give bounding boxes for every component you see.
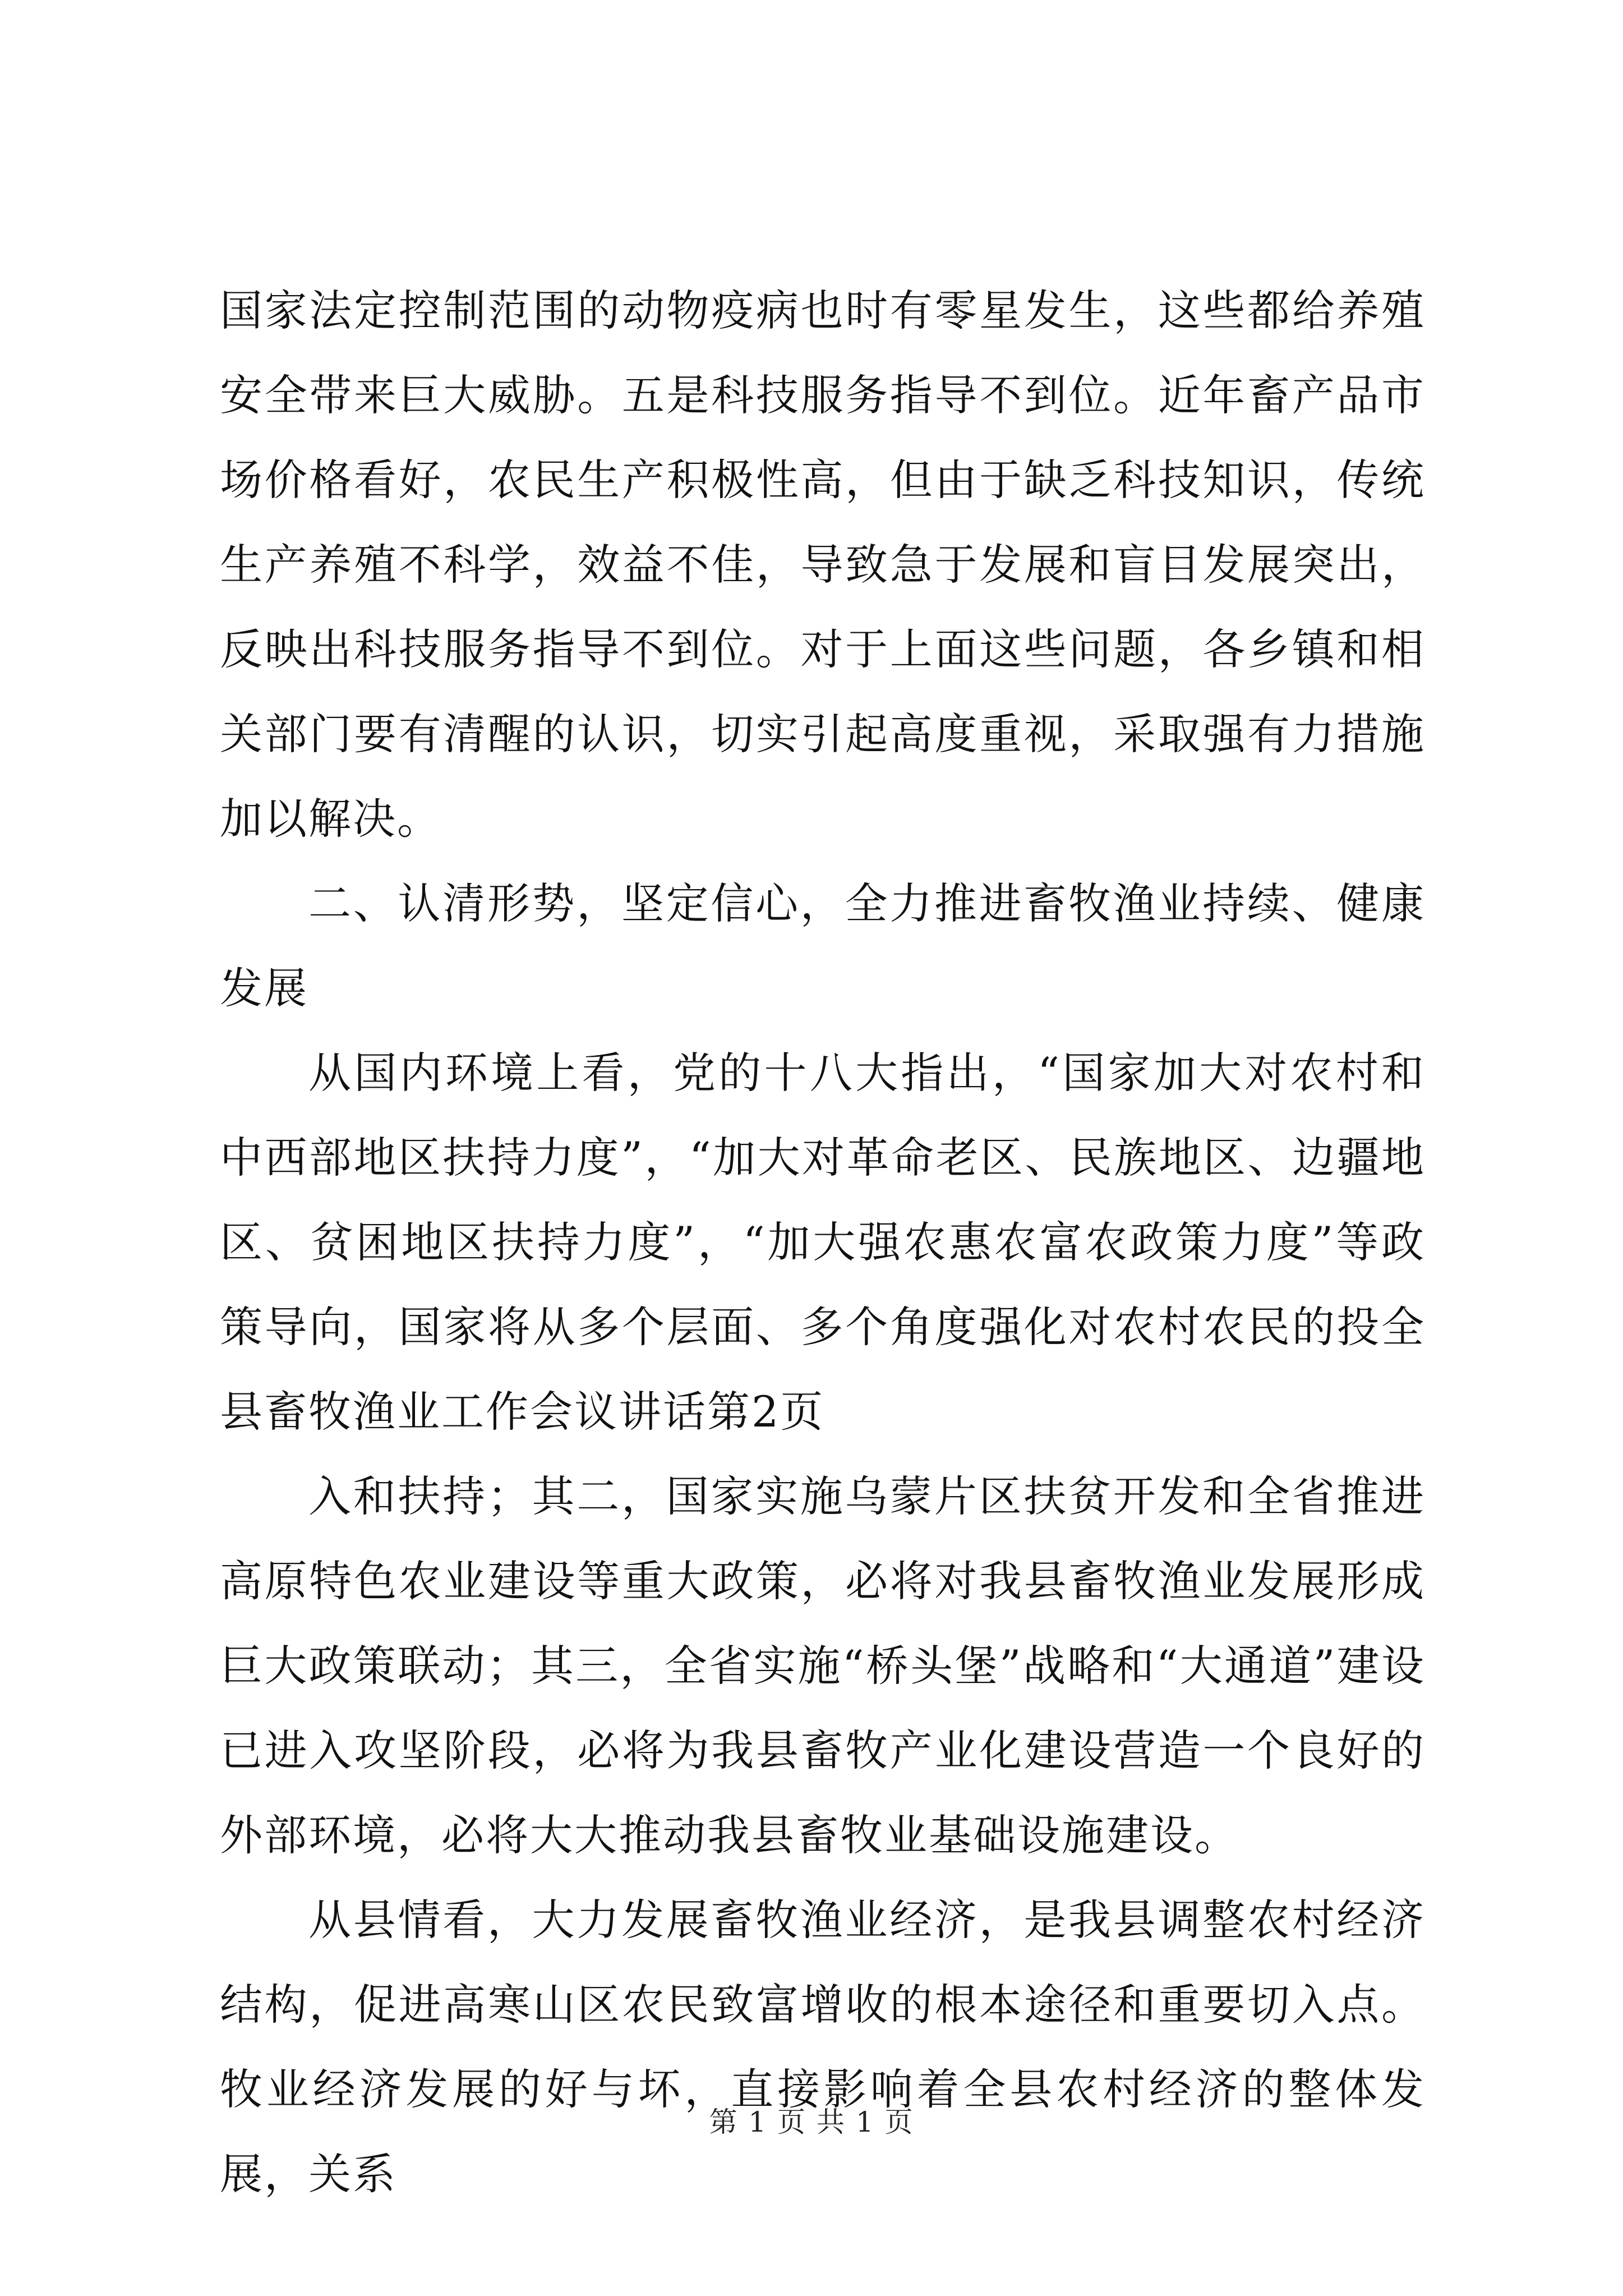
document-body <box>220 268 1426 2216</box>
section-heading: 二、认清形势，坚定信心，全力推进畜牧渔业持续、健康发展 <box>220 878 1426 1013</box>
paragraph-3: 从国内环境上看，党的十八大指出，“国家加大对农村和中西部地区扶持力度”，“加大对革命老区、民族地区、边疆地区、贫困地区扶持力度”，“加大强农惠农富农政策力度”等政策导向，国家将从多个层面、多个角度强化对农村农民的投全县畜牧渔业工作会议讲话第2页 <box>220 1048 1426 1437</box>
paragraph-4: 入和扶持；其二，国家实施乌蒙片区扶贫开发和全省推进高原特色农业建设等重大政策，必将对我县畜牧渔业发展形成巨大政策联动；其三，全省实施“桥头堡”战略和“大通道”建设已进入攻坚阶段，必将为我县畜牧产业化建设营造一个良好的外部环境，必将大大推动我县畜牧业基础设施建设。 <box>220 1471 1426 1860</box>
page-footer: 第 1 页 共 1 页 <box>709 2106 914 2138</box>
paragraph-1: 国家法定控制范围的动物疫病也时有零星发生，这些都给养殖安全带来巨大威胁。五是科技服务指导不到位。近年畜产品市场价格看好，农民生产积极性高，但由于缺乏科技知识，传统生产养殖不科学，效益不佳，导致急于发展和盲目发展突出，反映出科技服务指导不到位。对于上面这些问题，各乡镇和相关部门要有清醒的认识，切实引起高度重视，采取强有力措施加以解决。 <box>220 286 1426 844</box>
paragraph-5: 从县情看，大力发展畜牧渔业经济，是我县调整农村经济结构，促进高寒山区农民致富增收的根本途径和重要切入点。牧业经济发展的好与坏，直接影响着全县农村经济的整体发展，关系 <box>220 1895 1426 2199</box>
